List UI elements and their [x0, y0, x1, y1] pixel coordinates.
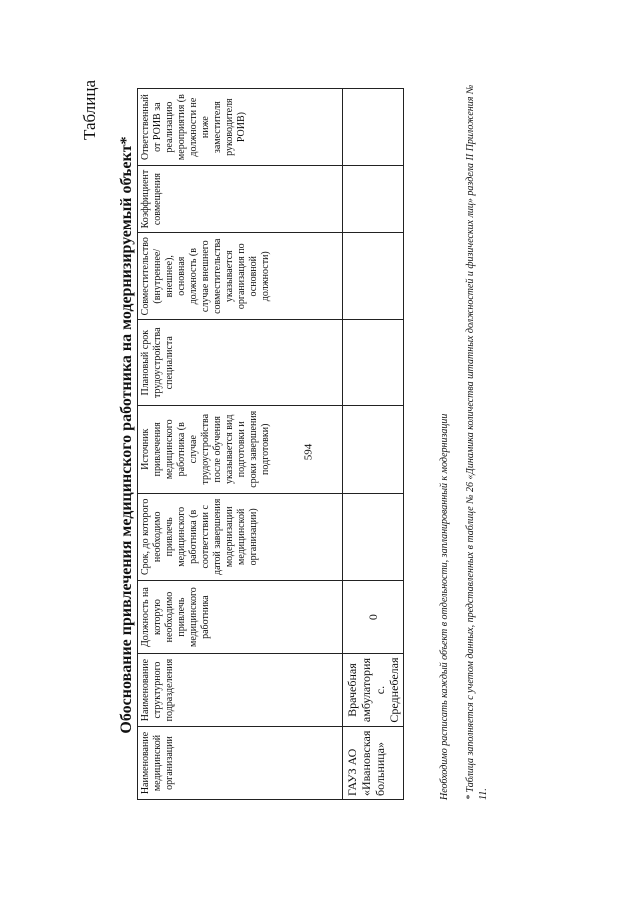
cell-organization: ГАУЗ АО «Ивановская больница» [343, 727, 404, 800]
table-header-row [138, 89, 343, 800]
table-row [343, 89, 404, 800]
cell-subdivision: Врачебная амбулатория с. Среднебелая [343, 654, 404, 727]
header-subdivision: Наименование структурного подразделения [138, 654, 343, 727]
header-responsible: Ответственный от РОИВ за реализацию мероприятия (в должности не ниже заместителя руководителя РОИВ) [138, 89, 343, 166]
header-combination: Совместительство (внутреннее/внешнее), основная должность (в случае внешнего совместительства указывается организация по основной должности) [138, 232, 343, 320]
cell-source [343, 405, 404, 493]
cell-responsible [343, 89, 404, 166]
header-deadline: Срок, до которого необходимо привлечь медицинского работника (в соответствии с датой завершения модернизации медицинской организации) [138, 493, 343, 581]
header-coefficient: Коэффициент совмещения [138, 166, 343, 233]
cell-coefficient [343, 166, 404, 233]
note-objects: Необходимо расписать каждый объект в отдельности, запланированный к модернизации [439, 413, 450, 800]
note-footnote: * Таблица заполняется с учетом данных, представленных в таблице № 26 «Динамика количества штатных должностей и физических лиц» раздела II Приложения № 11. [465, 84, 489, 800]
page-number: 594 [302, 443, 315, 461]
header-source: Источник привлечения медицинского работника (в случае трудоустройства после обучения указывается вид подготовки и сроки завершения подготовки) [138, 405, 343, 493]
cell-deadline [343, 493, 404, 581]
header-position: Должность на которую необходимо привлечь медицинского работника [138, 581, 343, 654]
rotated-page-content [80, 70, 640, 800]
header-planned-term: Плановый срок трудоустройства специалиста [138, 320, 343, 405]
header-organization: Наименование медицинской организации [138, 727, 343, 800]
cell-position: 0 [343, 581, 404, 654]
cell-planned-term [343, 320, 404, 405]
page-title: Обоснование привлечения медицинского работника на модернизируемый объект* [118, 136, 135, 734]
cell-combination [343, 232, 404, 320]
justification-table [137, 88, 404, 800]
table-label: Таблица [80, 80, 99, 140]
